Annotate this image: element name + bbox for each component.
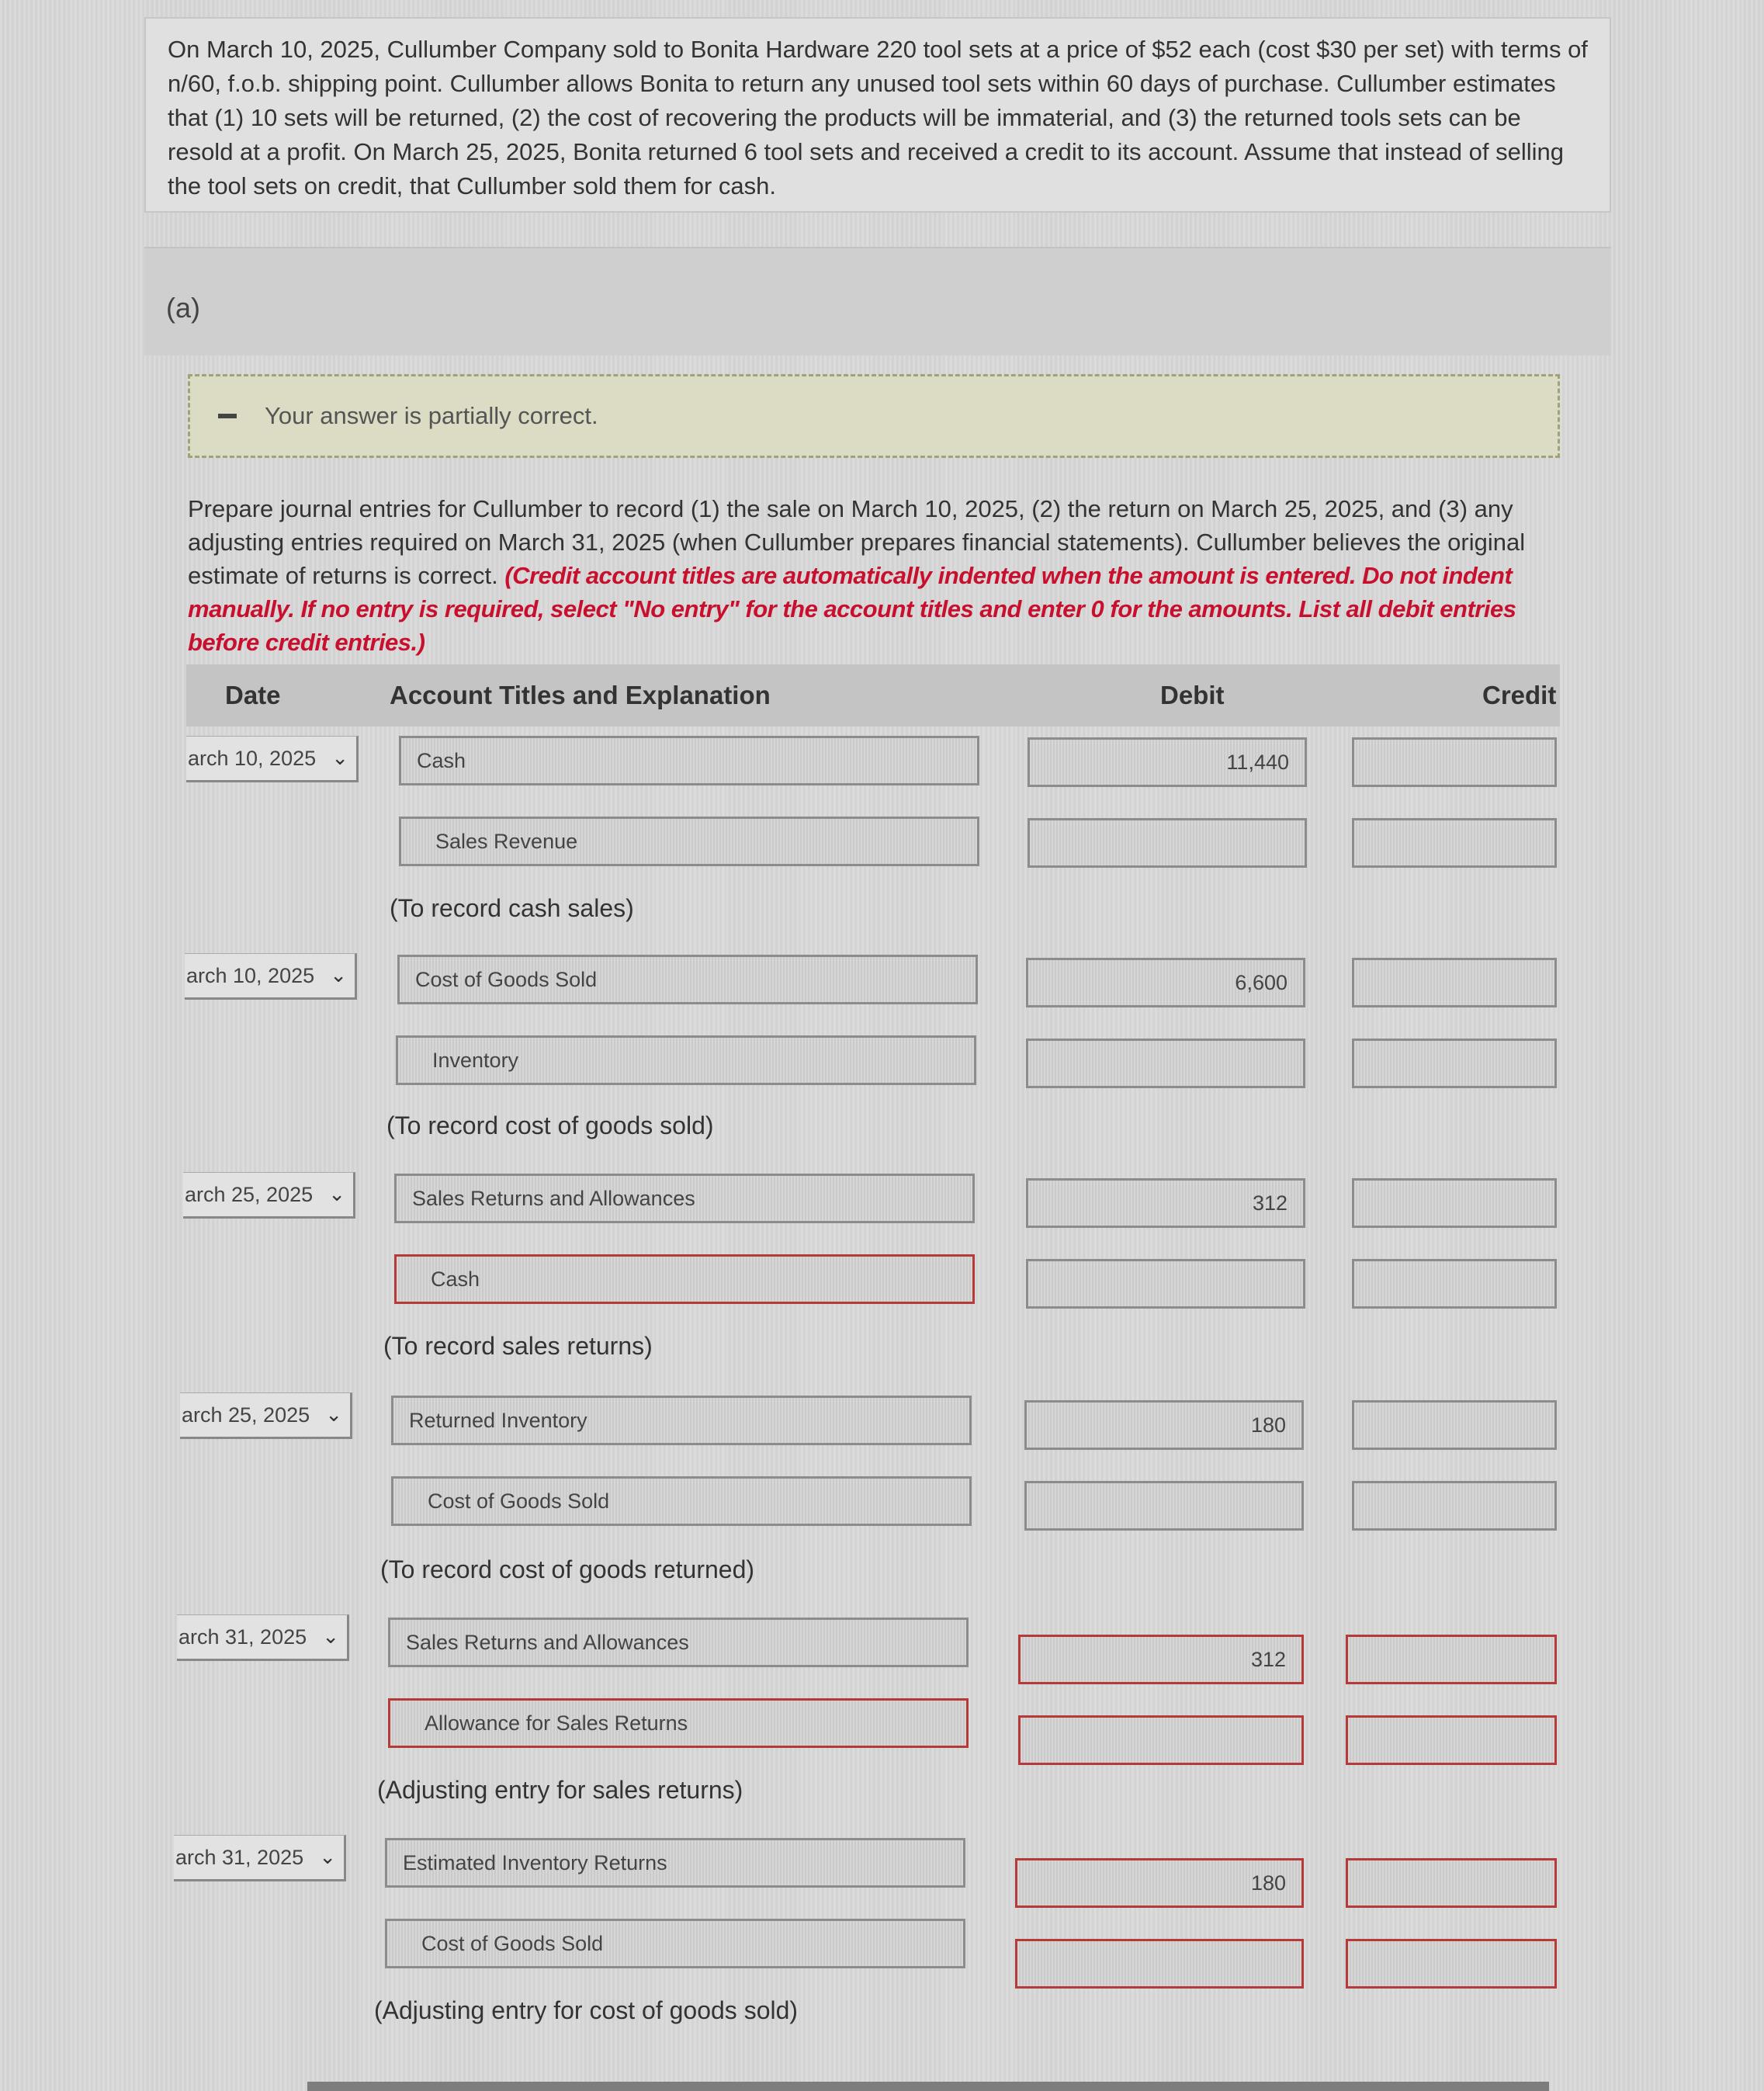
chevron-down-icon: ⌄ [328,1182,345,1205]
debit-input[interactable]: 6,600 [1026,958,1305,1007]
date-select[interactable] [180,1392,352,1439]
account-input[interactable]: Cost of Goods Sold [391,1476,972,1526]
credit-input[interactable] [1352,1481,1557,1531]
table-header [186,664,1560,726]
date-select[interactable] [174,1835,346,1881]
header-debit: Debit [1160,681,1225,709]
credit-input[interactable] [1352,1259,1557,1309]
credit-input[interactable] [1346,1635,1557,1684]
date-value: arch 10, 2025 [188,746,317,770]
debit-input[interactable]: 180 [1015,1858,1304,1908]
header-account: Account Titles and Explanation [390,681,771,709]
credit-input[interactable] [1352,818,1557,868]
chevron-down-icon: ⌄ [331,746,348,769]
debit-input[interactable]: 312 [1018,1635,1304,1684]
account-input[interactable]: Sales Returns and Allowances [394,1174,975,1223]
header-date: Date [225,681,281,709]
date-value: arch 25, 2025 [185,1182,314,1206]
date-value: arch 31, 2025 [175,1845,304,1869]
instructions-note: (Credit account titles are automatically indented when the amount is entered. Do not indent manually. If no entry is required, select "No entry" for the account titles and enter 0 for the amounts. List all debit entries before credit entries.) [188,562,1516,656]
status-banner [188,374,1560,458]
debit-input[interactable]: 180 [1024,1400,1304,1450]
credit-input[interactable] [1352,1400,1557,1450]
entry-explanation: (Adjusting entry for sales returns) [377,1776,743,1804]
chevron-down-icon: ⌄ [325,1403,342,1426]
debit-input[interactable] [1015,1939,1304,1989]
header-credit: Credit [1482,681,1557,709]
credit-input[interactable] [1346,1858,1557,1908]
chevron-down-icon: ⌄ [319,1845,336,1868]
entry-explanation: (To record sales returns) [383,1332,653,1360]
date-value: arch 25, 2025 [182,1403,310,1427]
debit-input[interactable] [1026,1259,1305,1309]
debit-input[interactable]: 312 [1026,1178,1305,1228]
chevron-down-icon: ⌄ [322,1625,339,1648]
debit-input[interactable] [1018,1715,1304,1765]
account-input[interactable]: Returned Inventory [391,1396,972,1445]
credit-input[interactable] [1352,958,1557,1007]
status-message: Your answer is partially correct. [265,402,598,429]
account-input[interactable]: Cost of Goods Sold [397,955,978,1004]
credit-input[interactable] [1346,1715,1557,1765]
credit-input[interactable] [1352,1178,1557,1228]
account-input[interactable]: Sales Revenue [399,817,979,866]
date-value: arch 10, 2025 [186,963,315,987]
part-label: (a) [144,247,1611,355]
account-input[interactable]: Allowance for Sales Returns [388,1698,969,1748]
entry-explanation: (To record cash sales) [390,894,634,922]
answer-area [144,355,1611,2089]
bottom-bar [307,2082,1549,2091]
account-input[interactable]: Estimated Inventory Returns [385,1838,965,1888]
debit-input[interactable] [1026,1039,1305,1088]
credit-input[interactable] [1352,737,1557,787]
instructions [188,492,1569,659]
date-select[interactable] [183,1172,355,1219]
account-input[interactable]: Cash [394,1254,975,1304]
debit-input[interactable] [1028,818,1307,868]
debit-input[interactable] [1024,1481,1304,1531]
credit-input[interactable] [1346,1939,1557,1989]
account-input[interactable]: Inventory [396,1035,976,1085]
chevron-down-icon: ⌄ [330,963,347,987]
date-select[interactable] [186,736,359,782]
minus-icon [218,414,237,418]
entry-explanation: (To record cost of goods sold) [386,1111,714,1139]
credit-input[interactable] [1352,1039,1557,1088]
account-input[interactable]: Cash [399,736,979,785]
entry-explanation: (To record cost of goods returned) [380,1555,755,1583]
instructions-text: Prepare journal entries for Cullumber to record (1) the sale on March 10, 2025, (2) the return on March 25, 2025, and (3) any adjusting entries required on March 31, 2025 (when Cullumber prepares financial statements). Cullumber believes the original estimate of returns is correct. [188,495,1526,589]
date-select[interactable] [177,1614,349,1661]
account-input[interactable]: Sales Returns and Allowances [388,1618,969,1667]
account-input[interactable]: Cost of Goods Sold [385,1919,965,1968]
date-value: arch 31, 2025 [178,1625,307,1649]
debit-input[interactable]: 11,440 [1028,737,1307,787]
problem-statement: On March 10, 2025, Cullumber Company sold to Bonita Hardware 220 tool sets at a price of $52 each (cost $30 per set) with terms of n/60, f.o.b. shipping point. Cullumber allows Bonita to return any unused tool sets within 60 days of purchase. Cullumber estimates that (1) 10 sets will be returned, (2) the cost of recovering the products will be immaterial, and (3) the returned tools sets can be resold at a profit. On March 25, 2025, Bonita returned 6 tool sets and received a credit to its account. Assume that instead of selling the tool sets on credit, that Cullumber sold them for cash. [144,17,1611,213]
date-select[interactable] [185,953,357,1000]
entry-explanation: (Adjusting entry for cost of goods sold) [374,1996,799,2024]
